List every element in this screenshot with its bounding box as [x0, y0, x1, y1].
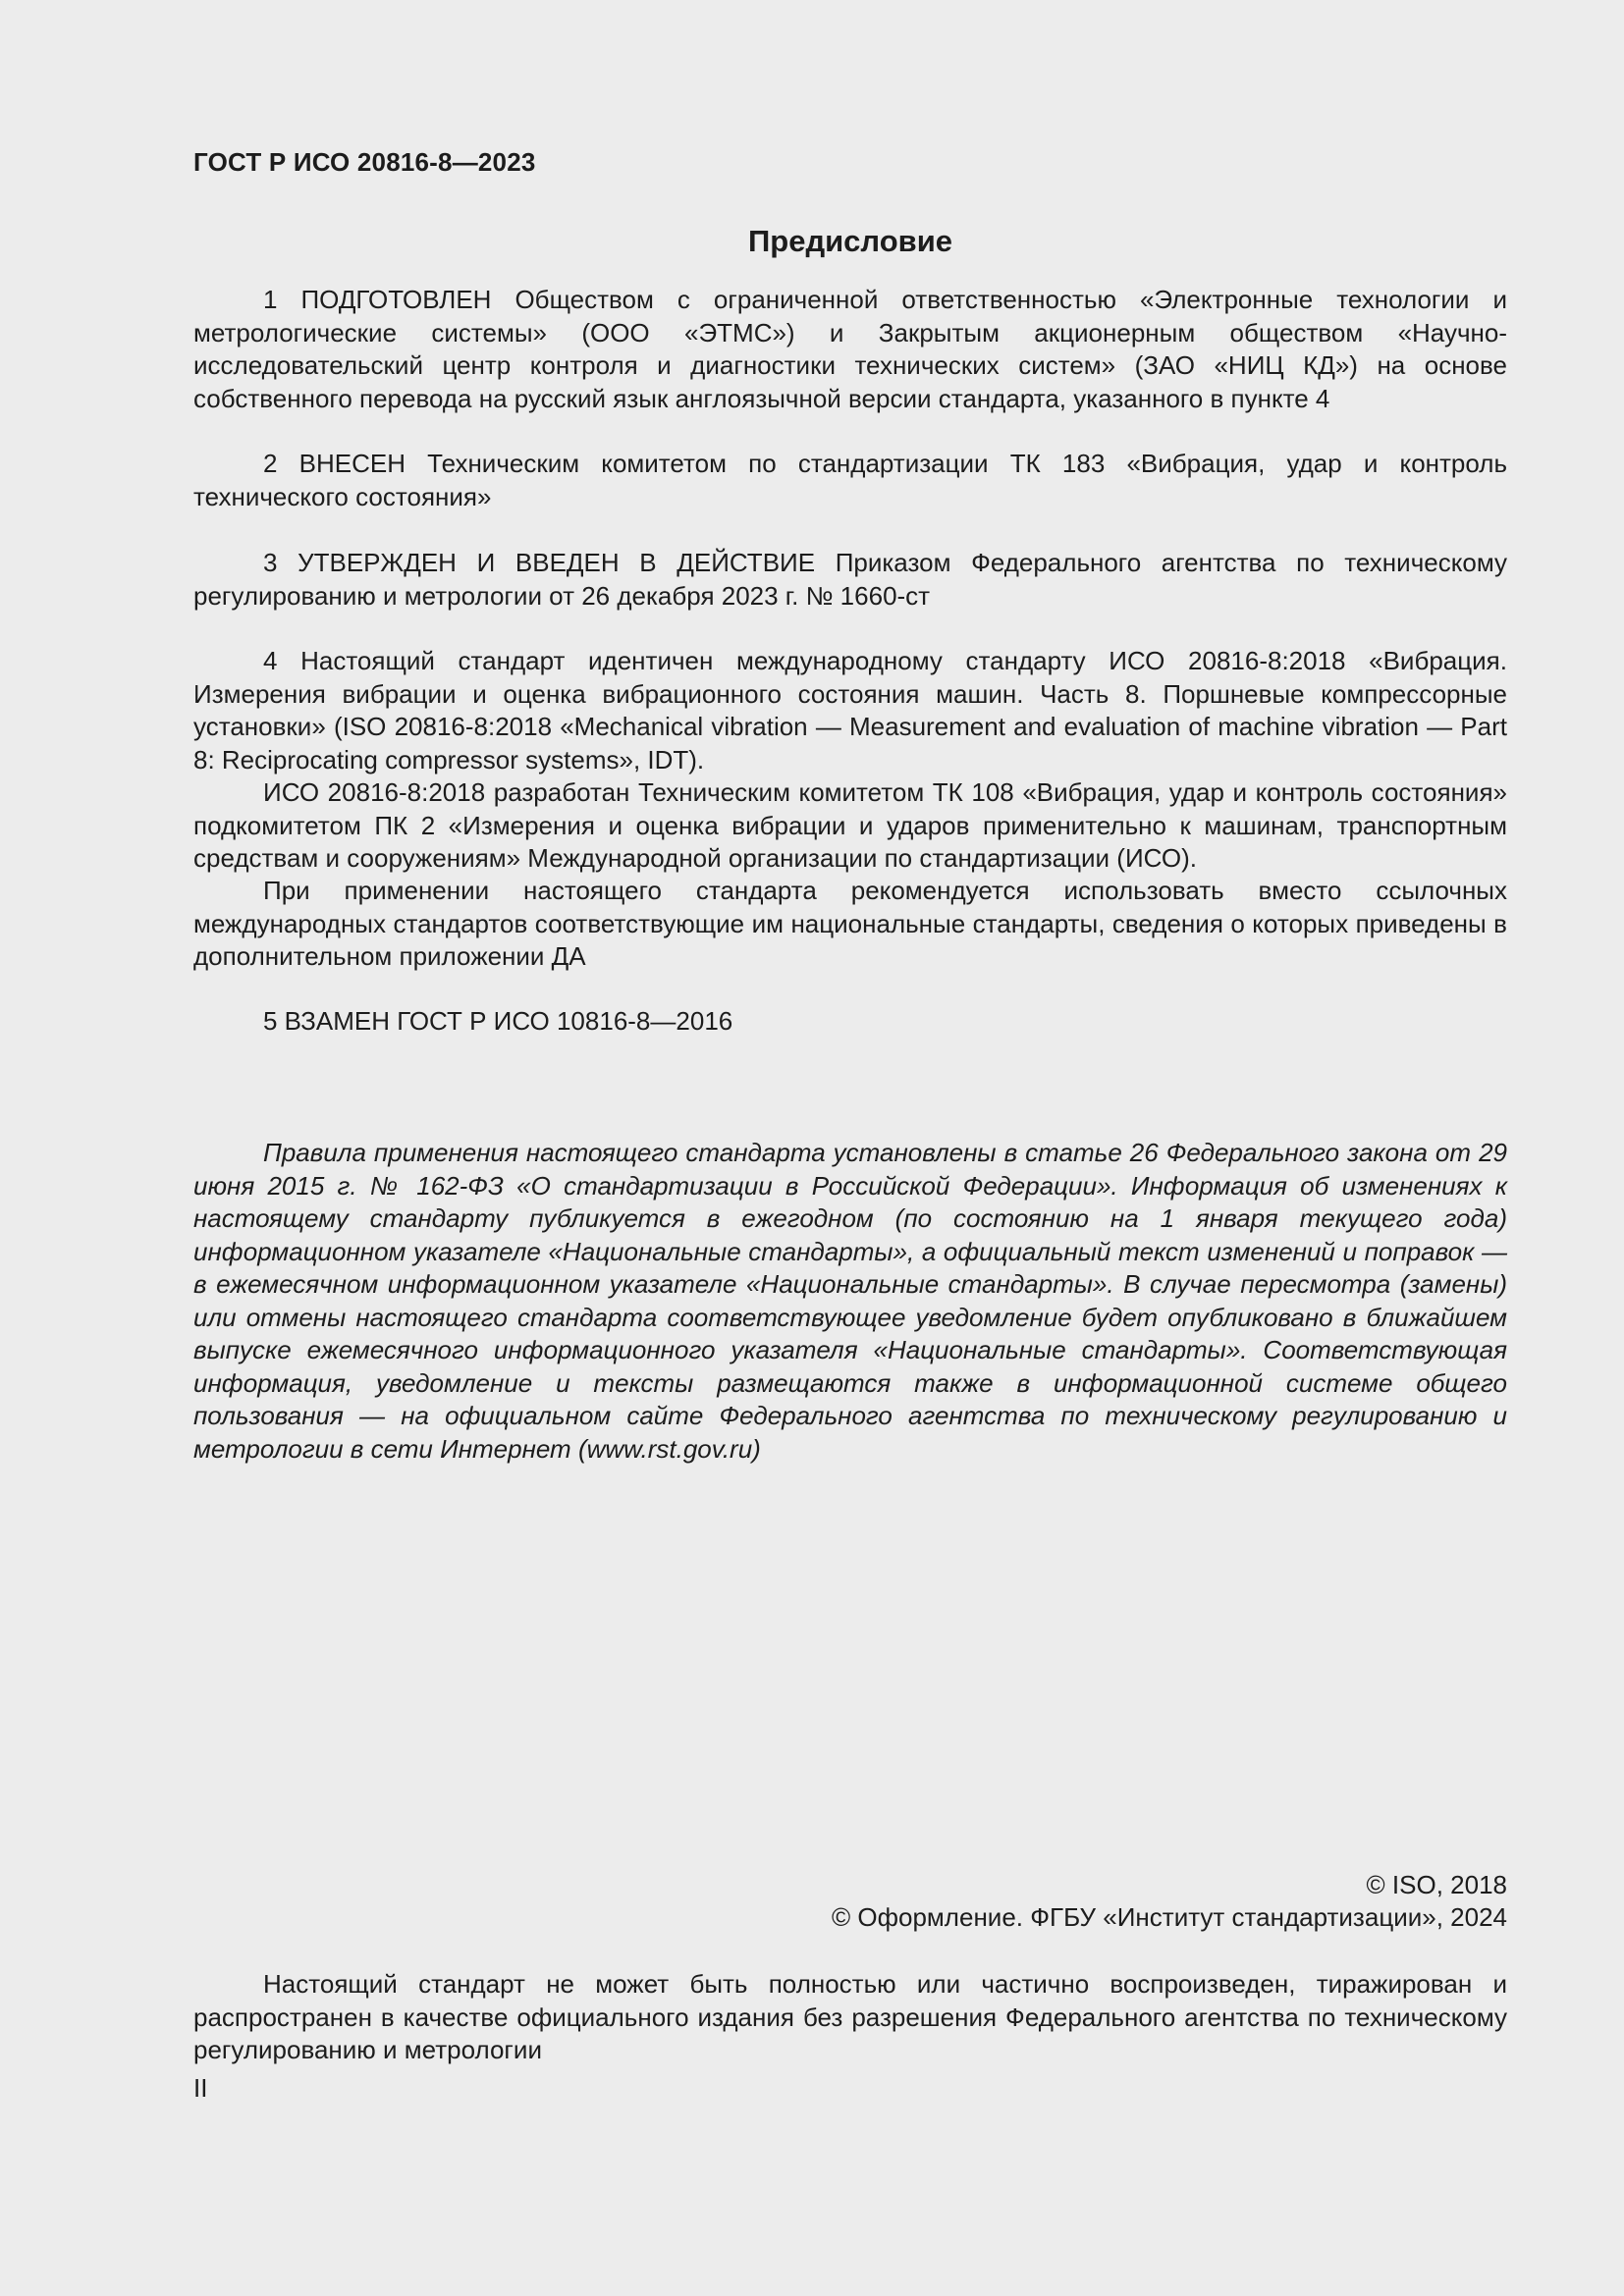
- page-title: Предисловие: [747, 224, 952, 258]
- document-page: [193, 0, 1507, 2296]
- item-3-approved: 3 УТВЕРЖДЕН И ВВЕДЕН В ДЕЙСТВИЕ Приказом Федерального агентства по техническому регулированию и метрологии от 26 декабря 2023 г. № 1660-ст: [193, 548, 1507, 611]
- item-4-developed-by: ИСО 20816-8:2018 разработан Техническим комитетом ТК 108 «Вибрация, удар и контроль состояния» подкомитетом ПК 2 «Измерения и оценка вибрации и ударов применительно к машинам, транспортным средствам и сооружениям» Международной организации по стандартизации (ИСО).: [193, 777, 1507, 873]
- copyright-iso: © ISO, 2018: [1366, 1870, 1507, 1899]
- rules-notice: Правила применения настоящего стандарта установлены в статье 26 Федерального закона от 29 июня 2015 г. № 162-ФЗ «О стандартизации в Российской Федерации». Информация об изменениях к настоящему стандарту публикуется в ежегодном (по состоянию на 1 января текущего года) информационном указателе «Национальные стандарты», а официальный текст изменений и поправок — в ежемесячном информационном указателе «Национальные стандарты». В случае пересмотра (замены) или отмены настоящего стандарта соответствующее уведомление будет опубликовано в ближайшем выпуске ежемесячного информационного указателя «Национальные стандарты». Соответствующая информация, уведомление и тексты размещаются также в информационной системе общего пользования — на официальном сайте Федерального агентства по техническому регулированию и метрологии в сети Интернет (www.rst.gov.ru): [193, 1138, 1507, 1464]
- document-code-header: ГОСТ Р ИСО 20816-8—2023: [193, 147, 536, 177]
- item-4-application-note: При применении настоящего стандарта рекомендуется использовать вместо ссылочных международных стандартов соответствующие им национальные стандарты, сведения о которых приведены в дополнительном приложении ДА: [193, 876, 1507, 971]
- reproduction-notice: Настоящий стандарт не может быть полностью или частично воспроизведен, тиражирован и распространен в качестве официального издания без разрешения Федерального агентства по техническому регулированию и метрологии: [193, 1969, 1507, 2064]
- item-2-submitted: 2 ВНЕСЕН Техническим комитетом по стандартизации ТК 183 «Вибрация, удар и контроль технического состояния»: [193, 449, 1507, 511]
- item-4-identical: 4 Настоящий стандарт идентичен международному стандарту ИСО 20816-8:2018 «Вибрация. Измерения вибрации и оценка вибрационного состояния машин. Часть 8. Поршневые компрессорные установки» (ISO 20816-8:2018 «Mechanical vibration — Measurement and evaluation of machine vibration — Part 8: Reciprocating compressor systems», IDT).: [193, 646, 1507, 774]
- item-5-replaces: 5 ВЗАМЕН ГОСТ Р ИСО 10816-8—2016: [263, 1006, 733, 1036]
- item-1-prepared: 1 ПОДГОТОВЛЕН Обществом с ограниченной ответственностью «Электронные технологии и метрологические системы» (ООО «ЭТМС») и Закрытым акционерным обществом «Научно-исследовательский центр контроля и диагностики технических систем» (ЗАО «НИЦ КД») на основе собственного перевода на русский язык англоязычной версии стандарта, указанного в пункте 4: [193, 285, 1507, 413]
- copyright-design: © Оформление. ФГБУ «Институт стандартизации», 2024: [832, 1902, 1507, 1932]
- page-number: II: [193, 2073, 208, 2103]
